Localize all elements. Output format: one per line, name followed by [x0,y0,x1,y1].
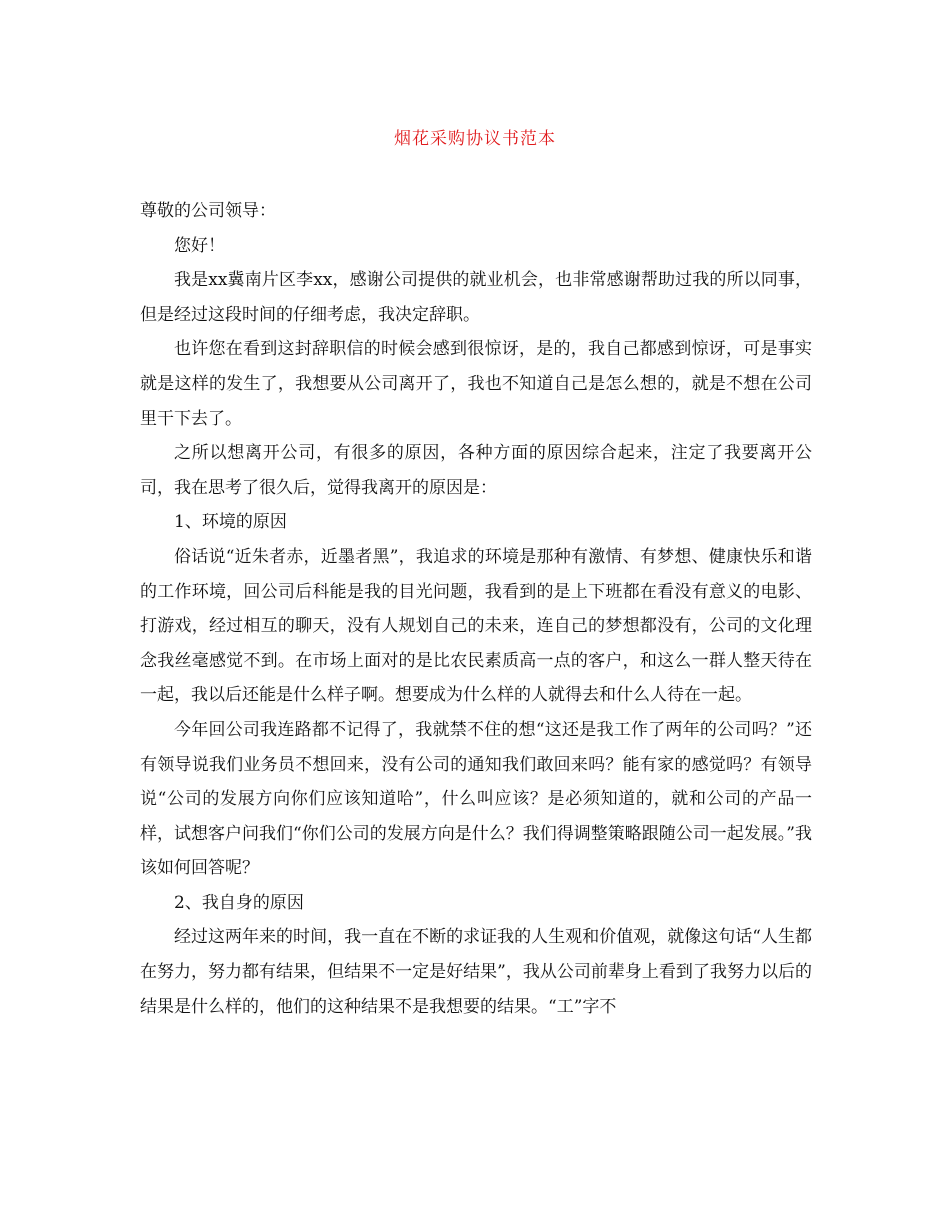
paragraph: 经过这两年来的时间，我一直在不断的求证我的人生观和价值观，就像这句话“人生都在努力，努力都有结果，但结果不一定是好结果”，我从公司前辈身上看到了我努力以后的结果是什么样的，他们的这种结果不是我想要的结果。“工”字不 [140,927,812,1017]
section-heading: 2、我自身的原因 [174,892,304,913]
salutation: 尊敬的公司领导： [140,201,276,221]
paragraph: 之所以想离开公司，有很多的原因，各种方面的原因综合起来，注定了我要离开公司，我在思考了很久后，觉得我离开的原因是： [140,443,812,498]
document-title: 烟花采购协议书范本 [394,129,556,149]
section-heading: 1、环境的原因 [174,512,287,533]
paragraph: 我是xx冀南片区李xx，感谢公司提供的就业机会，也非常感谢帮助过我的所以同事，但是经过这段时间的仔细考虑，我决定辞职。 [140,270,812,325]
greeting: 您好！ [174,235,225,256]
paragraph: 也许您在看到这封辞职信的时候会感到很惊讶，是的，我自己都感到惊讶，可是事实就是这样的发生了，我想要从公司离开了，我也不知道自己是怎么想的，就是不想在公司里干下去了。 [140,339,812,429]
paragraph: 今年回公司我连路都不记得了，我就禁不住的想“这还是我工作了两年的公司吗？”还有领导说我们业务员不想回来，没有公司的通知我们敢回来吗？能有家的感觉吗？有领导说“公司的发展方向你们应该知道哈”，什么叫应该？是必须知道的，就和公司的产品一样，试想客户问我们“你们公司的发展方向是什么？我们得调整策略跟随公司一起发展。”我该如何回答呢？ [140,719,812,879]
paragraph: 俗话说“近朱者赤，近墨者黑”，我追求的环境是那种有激情、有梦想、健康快乐和谐的工作环境，回公司后科能是我的目光问题，我看到的是上下班都在看没有意义的电影、打游戏，经过相互的聊天，没有人规划自己的未来，连自己的梦想都没有，公司的文化理念我丝毫感觉不到。在市场上面对的是比农民素质高一点的客户，和这么一群人整天待在一起，我以后还能是什么样子啊。想要成为什么样的人就得去和什么人待在一起。 [140,546,812,706]
document-body [140,194,812,1024]
